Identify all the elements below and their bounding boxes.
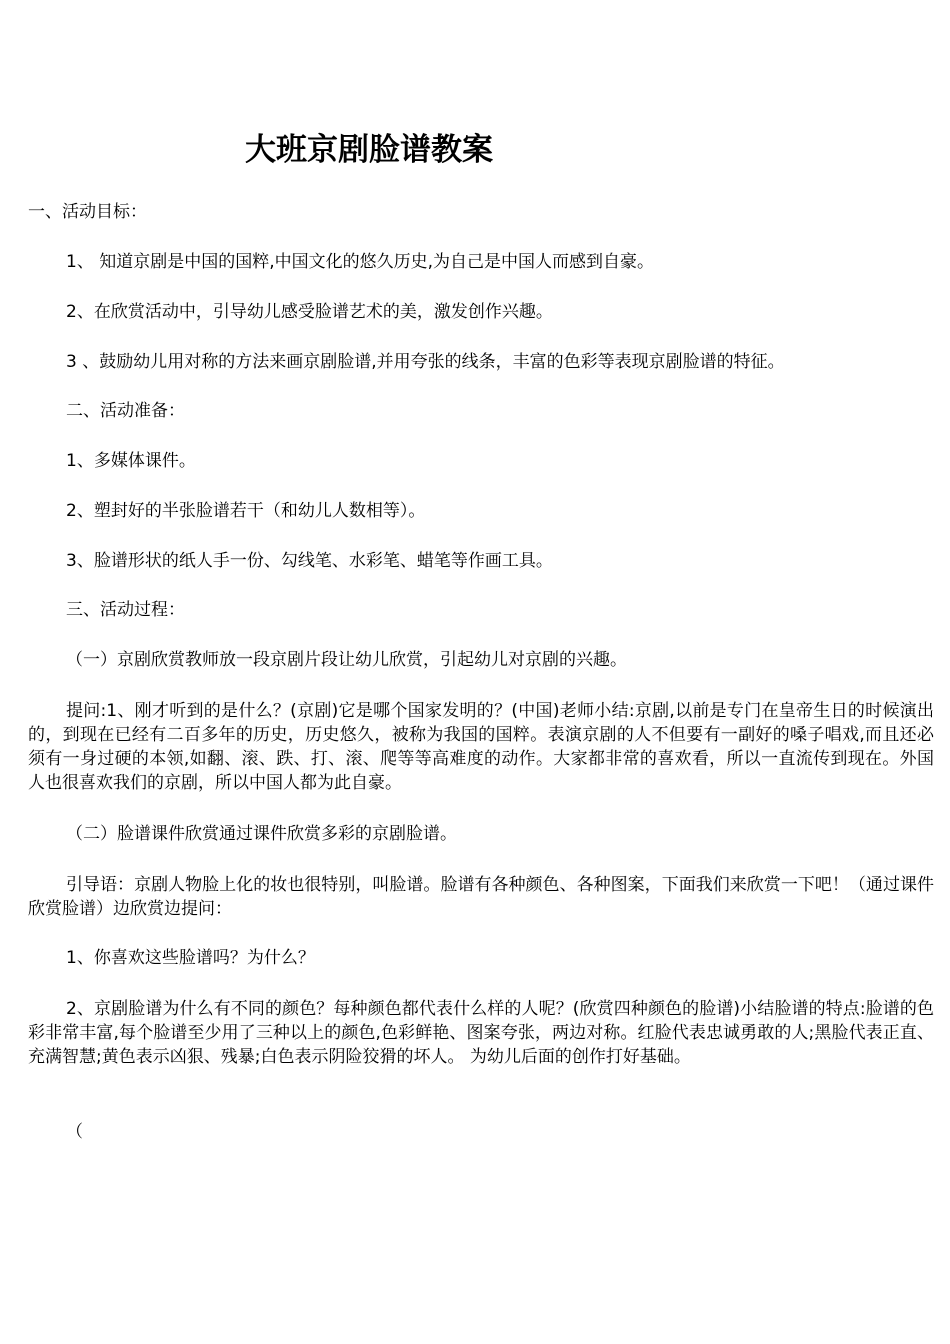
prep-item-3: 3、脸谱形状的纸人手一份、勾线笔、水彩笔、蜡笔等作画工具。 [66,551,553,571]
question-item-1: 1、你喜欢这些脸谱吗？为什么？ [66,948,315,968]
prep-item-2: 2、塑封好的半张脸谱若干（和幼儿人数相等）。 [66,501,426,521]
goal-item-2: 2、在欣赏活动中，引导幼儿感受脸谱艺术的美，激发创作兴趣。 [66,302,553,322]
goal-item-3: 3 、鼓励幼儿用对称的方法来画京剧脸谱,并用夸张的线条，丰富的色彩等表现京剧脸谱的特征。 [66,352,785,372]
trailing-parenthesis: （ [66,1122,83,1142]
intro-paragraph: 引导语：京剧人物脸上化的妆也很特别，叫脸谱。脸谱有各种颜色、各种图案，下面我们来欣赏一下吧！（通过课件欣赏脸谱）边欣赏边提问： [28,875,934,919]
section-heading-preparation: 二、活动准备： [66,401,185,421]
prep-item-1: 1、多媒体课件。 [66,451,196,471]
section-heading-process: 三、活动过程： [66,600,185,620]
question-item-2-paragraph: 2、京剧脸谱为什么有不同的颜色？每种颜色都代表什么样的人呢？(欣赏四种颜色的脸谱)小结脸谱的特点:脸谱的色彩非常丰富,每个脸谱至少用了三种以上的颜色,色彩鲜艳、图案夸张，两边对称。红脸代表忠诚勇敢的人;黑脸代表正直、充满智慧;黄色表示凶狠、残暴;白色表示阴险狡猾的坏人。 为幼儿后面的创作打好基础。 [28,999,934,1067]
process-step-1: （一）京剧欣赏教师放一段京剧片段让幼儿欣赏，引起幼儿对京剧的兴趣。 [66,650,627,670]
document-title: 大班京剧脸谱教案 [245,132,493,168]
goal-item-1: 1、 知道京剧是中国的国粹,中国文化的悠久历史,为自己是中国人而感到自豪。 [66,252,655,272]
process-step-2: （二）脸谱课件欣赏通过课件欣赏多彩的京剧脸谱。 [66,824,457,844]
section-heading-goals: 一、活动目标： [28,202,147,222]
question-paragraph: 提问:1、刚才听到的是什么？(京剧)它是哪个国家发明的？(中国)老师小结:京剧,以前是专门在皇帝生日的时候演出的，到现在已经有二百多年的历史，历史悠久，被称为我国的国粹。表演京剧的人不但要有一副好的嗓子唱戏,而且还必须有一身过硬的本领,如翻、滚、跌、打、滚、爬等等高难度的动作。大家都非常的喜欢看，所以一直流传到现在。外国人也很喜欢我们的京剧，所以中国人都为此自豪。 [28,701,934,793]
